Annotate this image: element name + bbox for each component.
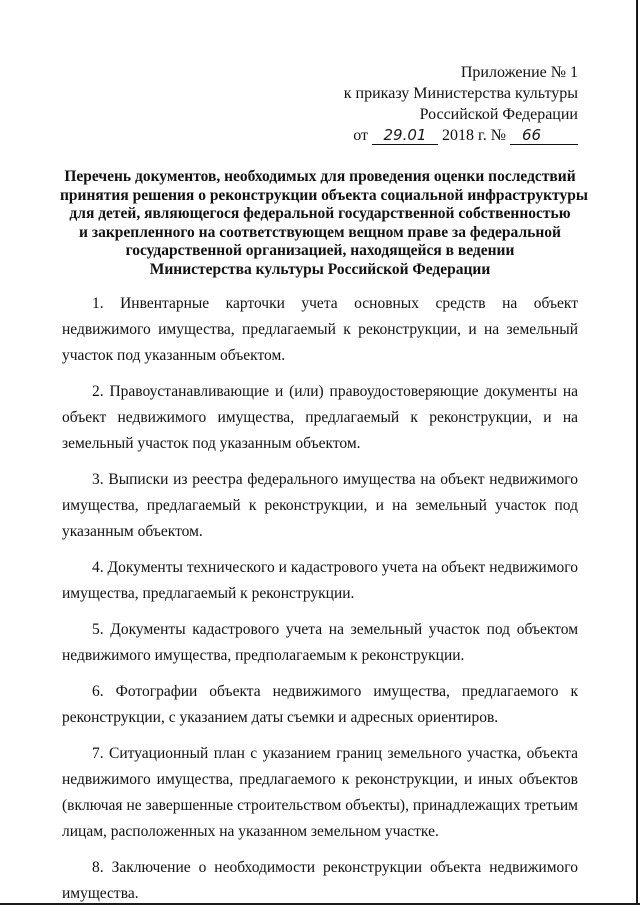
list-item: 8. Заключение о необходимости реконструкции объекта недвижимого имущества.: [62, 859, 578, 902]
list-item: 3. Выписки из реестра федерального имущества на объект недвижимого имущества, предлагаемый к реконструкции, и на земельный участок под указанным объектом.: [62, 471, 578, 540]
title-line: для детей, являющегося федеральной государственной собственностью: [69, 205, 571, 222]
list-item: 2. Правоустанавливающие и (или) правоудостоверяющие документы на объект недвижимого имущества, предлагаемый к реконструкции, и на земельный участок под указанным объектом.: [62, 383, 578, 452]
appendix-org: Российской Федерации: [419, 106, 578, 123]
title-line: Министерства культуры Российской Федерации: [149, 260, 491, 278]
title-line: и закрепленного на соответствующем вещном праве за федеральной: [79, 223, 561, 241]
appendix-number: Приложение № 1: [460, 64, 578, 81]
list-item: 5. Документы кадастрового учета на земельный участок под объектом недвижимого имущества, предполагаемым к реконструкции.: [62, 621, 578, 664]
list-item: 7. Ситуационный план с указанием границ земельного участка, объекта недвижимого имущества, предлагаемого к реконструкции, и иных объектов (включая не завершенные строительством объекты), принадлежащих третьим лицам, расположенных на указанном земельном участке.: [62, 745, 578, 840]
title-line: государственной организацией, находящейся в ведении: [125, 242, 515, 259]
appendix-header: [344, 62, 578, 146]
appendix-order-ref: к приказу Министерства культуры: [343, 85, 578, 102]
list-item: 1. Инвентарные карточки учета основных средств на объект недвижимого имущества, предлагаемый к реконструкции, и на земельный участок под указанным объектом.: [62, 295, 578, 364]
list-item: 4. Документы технического и кадастрового учета на объект недвижимого имущества, предлагаемый к реконструкции.: [62, 559, 578, 602]
title-line: принятия решения о реконструкции объекта социальной инфраструктуры: [60, 186, 588, 204]
appendix-date-line: [344, 125, 578, 146]
list-item: 6. Фотографии объекта недвижимого имущества, предлагаемого к реконструкции, с указанием даты съемки и адресных ориентиров.: [62, 683, 578, 726]
document-list: [62, 291, 578, 917]
scan-border-right: [636, 0, 638, 905]
from-label: от: [353, 127, 368, 144]
handwritten-date: 29.01: [372, 126, 438, 145]
document-title: [60, 168, 588, 279]
handwritten-order-number: 66: [510, 126, 578, 145]
title-line: Перечень документов, необходимых для проведения оценки последствий: [64, 168, 576, 185]
year-label: 2018 г. №: [441, 127, 506, 144]
